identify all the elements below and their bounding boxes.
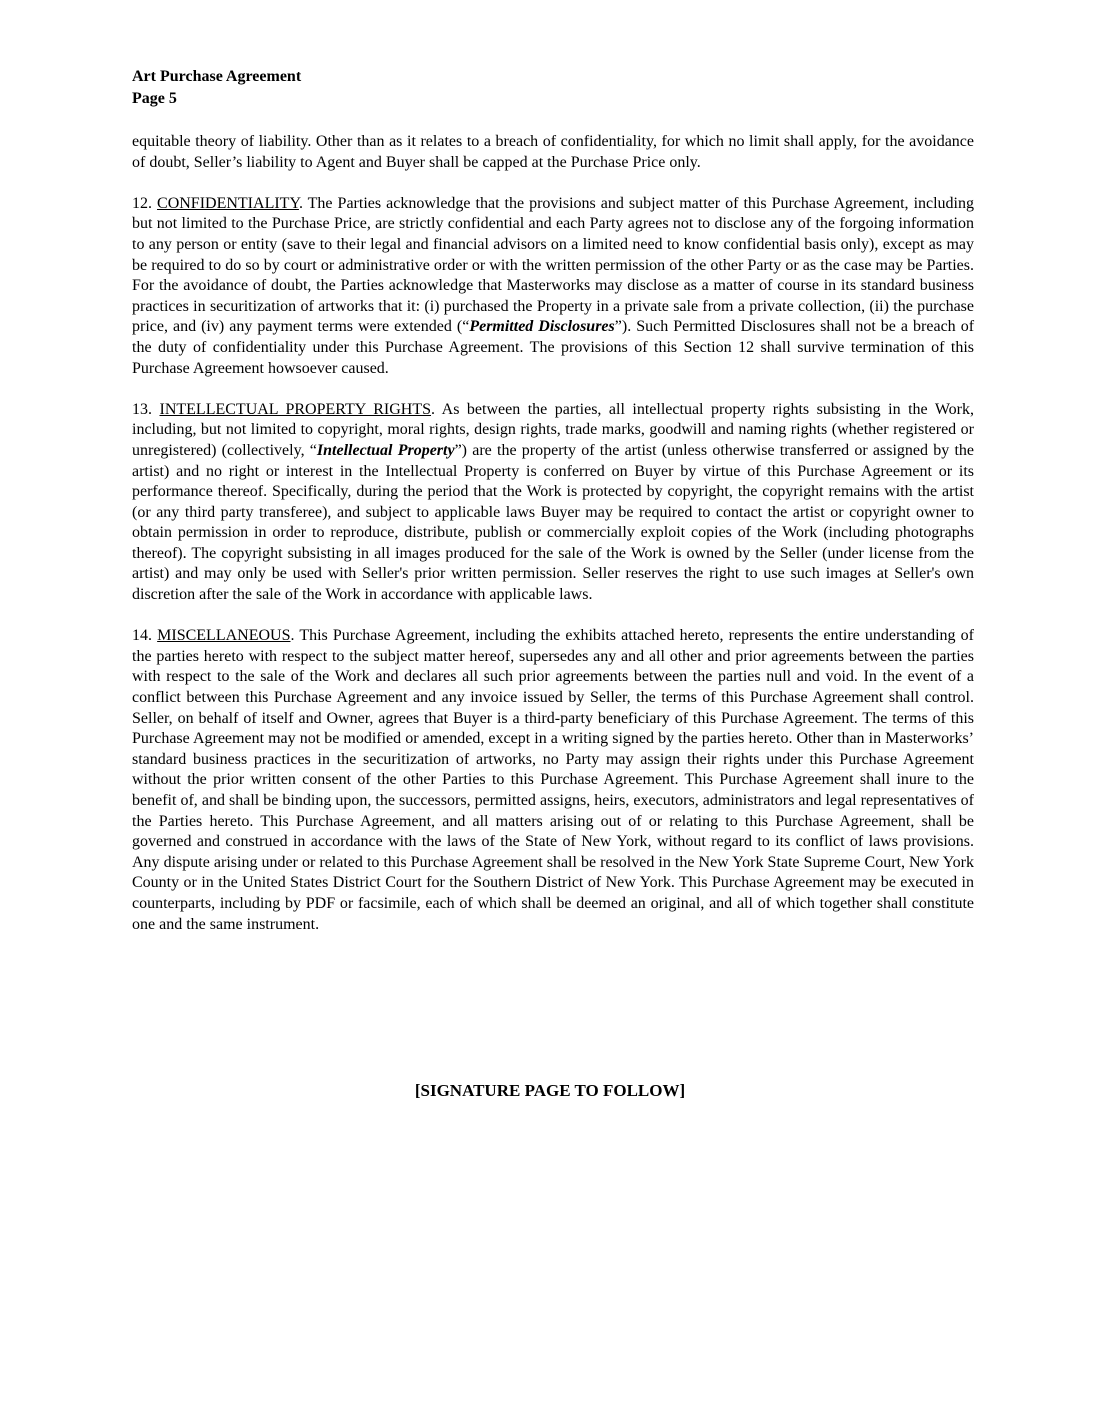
section-12-paragraph (132, 194, 974, 379)
section-12-text-b: ”). Such Permitted Disclosures shall not be a breach of the duty of confidentiality under this Purchase Agreement. The provisions of this Section 12 shall survive termination of this Purchase Agreement howsoever caused. (132, 318, 975, 377)
signature-page-note: [SIGNATURE PAGE TO FOLLOW] (414, 1081, 686, 1100)
section-12-heading: CONFIDENTIALITY (157, 194, 299, 212)
section-14-text: . This Purchase Agreement, including the exhibits attached hereto, represents the entire understanding of the parties hereto with respect to the subject matter hereof, supersedes any and all other and prior agreements between the parties with respect to the sale of the Work and declares all such prior agreements between the parties null and void. In the event of a conflict between this Purchase Agreement and any invoice issued by Seller, the terms of this Purchase Agreement shall control. Seller, on behalf of itself and Owner, agrees that Buyer is a third-party beneficiary of this Purchase Agreement. The terms of this Purchase Agreement may not be modified or amended, except in a writing signed by the parties hereto. Other than in Masterworks’ standard business practices in the securitization of artworks, no Party may assign their rights under this Purchase Agreement without the prior written consent of the other Parties to this Purchase Agreement. This Purchase Agreement shall inure to the benefit of, and shall be binding upon, the successors, permitted assigns, heirs, executors, administrators and legal representatives of the Parties hereto. This Purchase Agreement, and all matters arising out of or relating to this Purchase Agreement, shall be governed and construed in accordance with the laws of the State of New York, without regard to its conflict of laws provisions. Any dispute arising under or related to this Purchase Agreement shall be resolved in the New York State Supreme Court, New York County or in the United States District Court for the Southern District of New York. This Purchase Agreement may be executed in counterparts, including by PDF or facsimile, each of which shall be deemed an original, and all of which together shall constitute one and the same instrument. (132, 627, 975, 933)
section-13-text-a: . As between the parties, all intellectual property rights subsisting in the Work, including, but not limited to copyright, moral rights, design rights, trade marks, goodwill and naming rights (whether registered or unregistered) (collectively, “ (132, 400, 974, 459)
section-14-heading: MISCELLANEOUS (157, 627, 291, 645)
section-13-text-b: ”) are the property of the artist (unless otherwise transferred or assigned by the artist) and no right or interest in the Intellectual Property is conferred on Buyer by virtue of this Purchase Agreement or its performance thereof. Specifically, during the period that the Work is protected by copyright, the copyright remains with the artist (or any third party transferee), and subject to applicable laws Buyer may be required to contact the artist or copyright owner to obtain permission in order to reproduce, distribute, publish or commercially exploit copies of the Work (including photographs thereof). The copyright subsisting in all images produced for the sale of the Work is owned by the Seller (under license from the artist) and may only be used with Seller's prior written permission. Seller reserves the right to use such images at Seller's own discretion after the sale of the Work in accordance with applicable laws. (132, 441, 974, 604)
page-number: Page 5 (132, 90, 177, 107)
section-12-defined-term: Permitted Disclosures (469, 318, 615, 336)
section-14-number: 14. (132, 627, 158, 645)
section-12-text-a: . The Parties acknowledge that the provisions and subject matter of this Purchase Agreement, including but not limited to the Purchase Price, are strictly confidential and each Party agrees not to disclose any of the forgoing information to any person or entity (save to their legal and financial advisors on a limited need to know confidential basis only), except as may be required to do so by court or administrative order or with the written permission of the other Party or as the case may be Parties. For the avoidance of doubt, the Parties acknowledge that Masterworks may disclose as a matter of course in its standard business practices in securitization of artworks that it: (i) purchased the Property in a private sale from a private collection, (ii) the purchase price, and (iv) any payment terms were extended (“ (132, 194, 975, 336)
document-page (132, 66, 974, 935)
intro-paragraph (132, 132, 974, 173)
section-12-number: 12. (132, 194, 158, 212)
section-13-defined-term: Intellectual Property (316, 441, 455, 459)
document-title: Art Purchase Agreement (132, 68, 302, 85)
section-14-paragraph (132, 626, 974, 935)
section-13-heading: INTELLECTUAL PROPERTY RIGHTS (159, 400, 432, 418)
intro-text: equitable theory of liability. Other than as it relates to a breach of confidentiality, for which no limit shall apply, for the avoidance of doubt, Seller’s liability to Agent and Buyer shall be capped at the Purchase Price only. (132, 133, 974, 171)
section-13-number: 13. (132, 400, 160, 418)
section-13-paragraph (132, 400, 974, 606)
